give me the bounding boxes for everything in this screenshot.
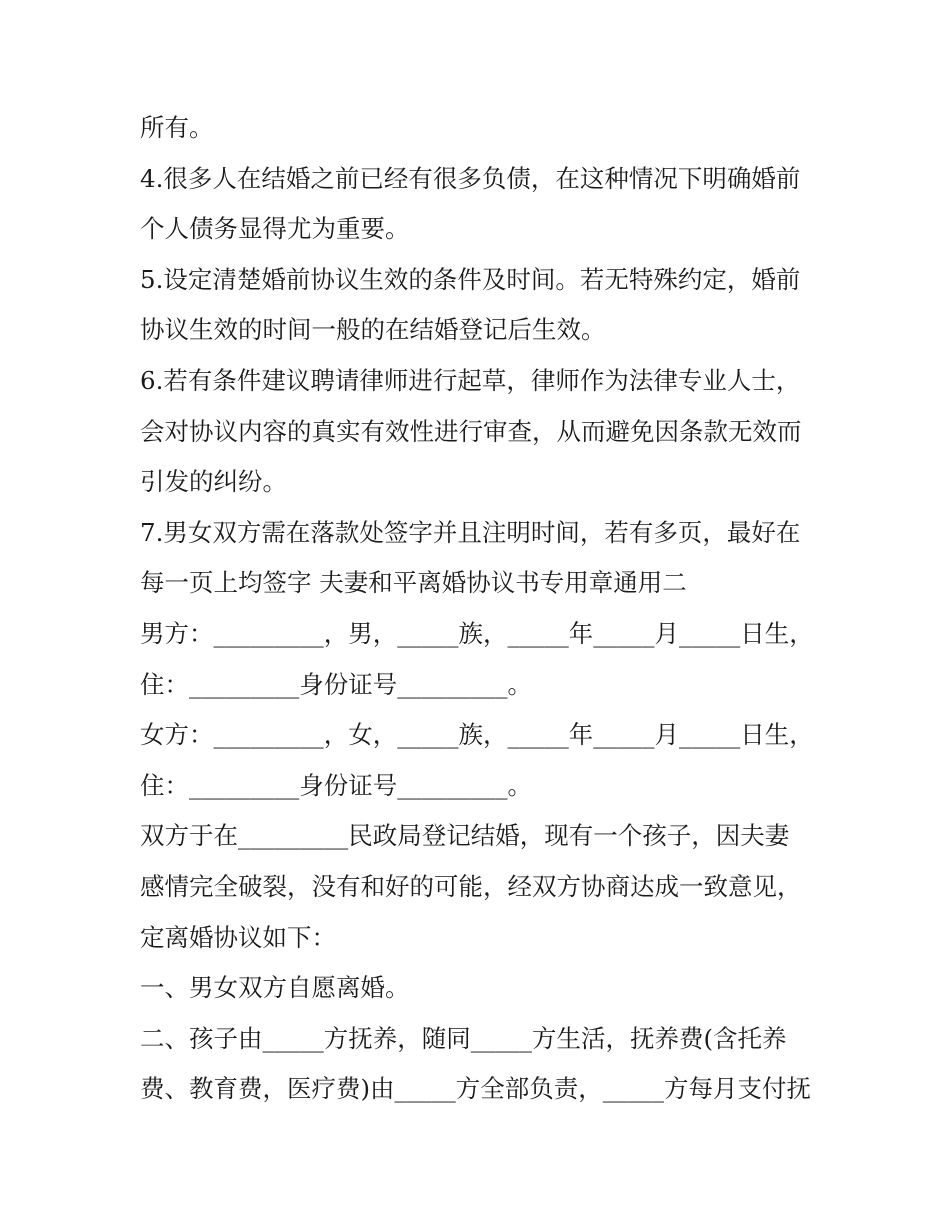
clause-2-line: 二、孩子由_____方抚养，随同_____方生活，抚养费(含托养 bbox=[140, 1023, 787, 1053]
text-line-item-5-cont: 协议生效的时间一般的在结婚登记后生效。 bbox=[140, 315, 606, 345]
text-line-item-5: 5.设定清楚婚前协议生效的条件及时间。若无特殊约定，婚前 bbox=[140, 264, 801, 294]
clause-1-line: 一、男女双方自愿离婚。 bbox=[140, 973, 410, 1003]
text-line-item-4: 4.很多人在结婚之前已经有很多负债，在这种情况下明确婚前 bbox=[140, 163, 801, 193]
document-body bbox=[140, 103, 820, 1115]
female-address-line: 住：_________身份证号_________。 bbox=[140, 770, 532, 800]
text-line-item-7-cont: 每一页上均签字 夫妻和平离婚协议书专用章通用二 bbox=[140, 568, 687, 598]
text-line-continuation: 所有。 bbox=[140, 113, 214, 142]
text-line-item-6-cont-2: 引发的纠纷。 bbox=[140, 467, 287, 497]
clause-2-cont: 费、教育费，医疗费)由_____方全部负责，_____方每月支付抚 bbox=[140, 1074, 812, 1104]
marriage-registration-cont-2: 定离婚协议如下： bbox=[140, 922, 336, 952]
text-line-item-4-cont: 个人债务显得尤为重要。 bbox=[140, 214, 410, 244]
marriage-registration-cont-1: 感情完全破裂，没有和好的可能，经双方协商达成一致意见， bbox=[140, 871, 802, 901]
marriage-registration-line: 双方于在_________民政局登记结婚，现有一个孩子，因夫妻 bbox=[140, 821, 790, 851]
text-line-item-7: 7.男女双方需在落款处签字并且注明时间，若有多页，最好在 bbox=[140, 517, 801, 547]
text-line-item-6-cont-1: 会对协议内容的真实有效性进行审查，从而避免因条款无效而 bbox=[140, 416, 802, 446]
text-line-item-6: 6.若有条件建议聘请律师进行起草，律师作为法律专业人士， bbox=[140, 365, 801, 395]
female-party-line: 女方：_________，女，_____族，_____年_____月_____日生， bbox=[140, 720, 814, 750]
male-party-line: 男方：_________，男，_____族，_____年_____月_____日生， bbox=[140, 618, 814, 648]
male-address-line: 住：_________身份证号_________。 bbox=[140, 669, 532, 699]
